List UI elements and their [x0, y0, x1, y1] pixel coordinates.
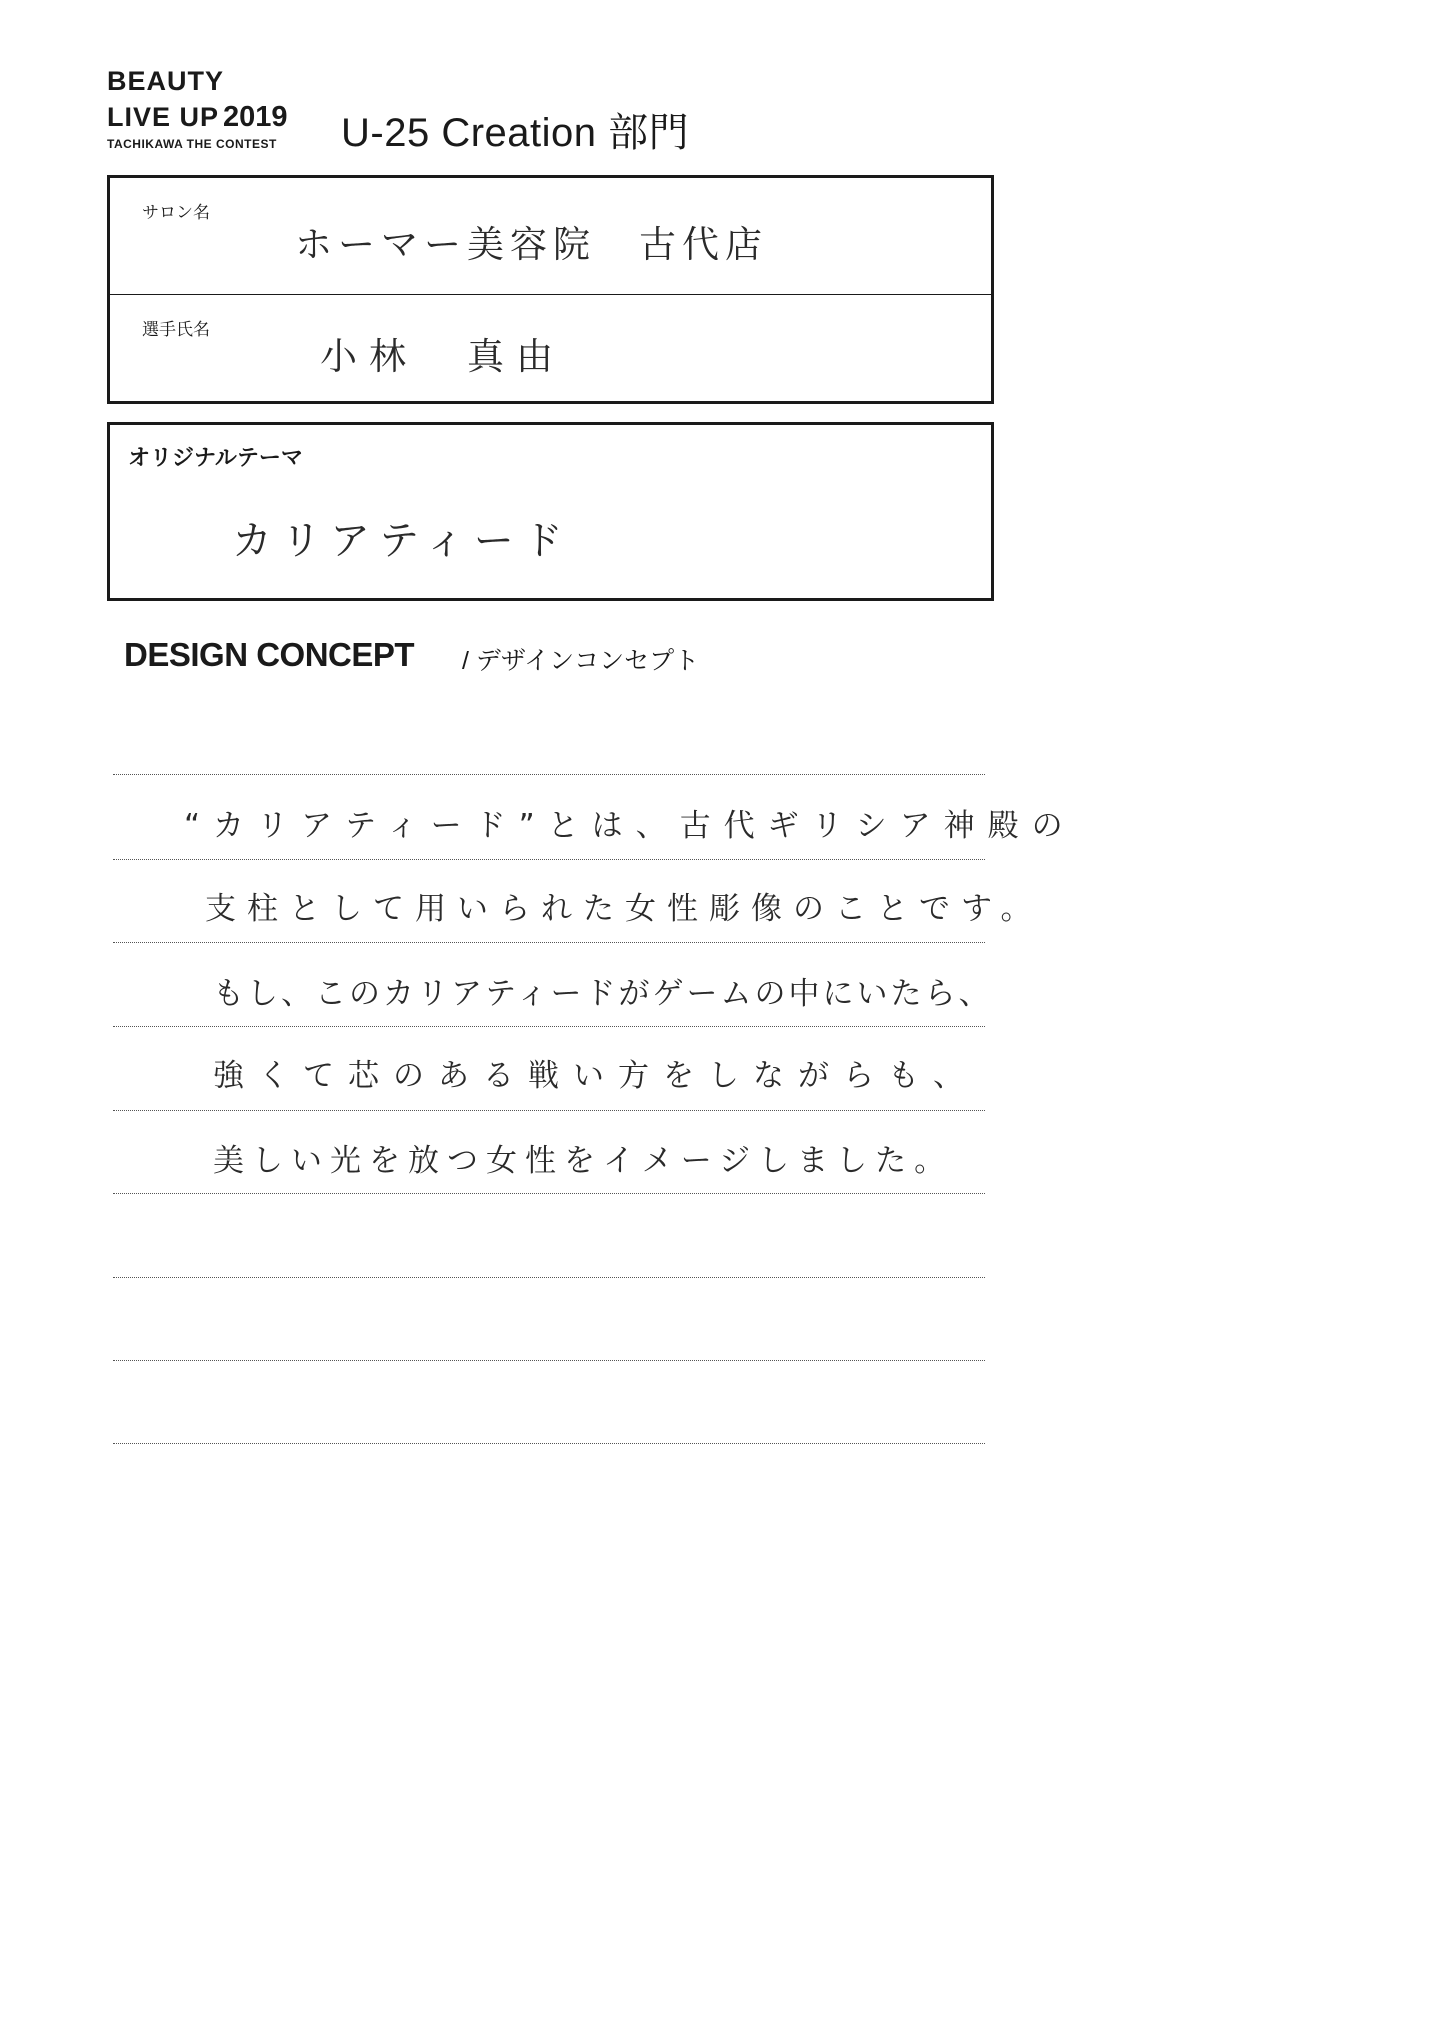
salon-value: ホーマー美容院 古代店	[295, 223, 768, 266]
writing-line	[113, 859, 985, 860]
writing-line	[113, 1110, 985, 1111]
concept-line-2: 支柱として用いられた女性彫像のことです。	[205, 891, 1043, 927]
logo-line-liveup	[107, 103, 288, 132]
logo-liveup-text: LIVE UP	[107, 102, 220, 132]
writing-line	[113, 774, 985, 775]
writing-line	[113, 1277, 985, 1278]
writing-line	[113, 1443, 985, 1444]
name-label: 選手氏名	[142, 320, 210, 339]
design-concept-subtitle: / デザインコンセプト	[462, 647, 700, 675]
logo-line-tachikawa: TACHIKAWA THE CONTEST	[107, 137, 277, 151]
contest-logo	[107, 68, 288, 150]
writing-line	[113, 1193, 985, 1194]
division-title: U-25 Creation 部門	[341, 111, 690, 155]
logo-year: 2019	[223, 101, 288, 133]
salon-label: サロン名	[142, 203, 210, 222]
writing-line	[113, 1360, 985, 1361]
theme-box	[107, 422, 994, 601]
logo-line-beauty: BEAUTY	[107, 66, 225, 96]
name-value: 小林 真由	[320, 335, 565, 378]
design-concept-title: DESIGN CONCEPT	[124, 636, 415, 673]
writing-line	[113, 1026, 985, 1027]
concept-line-1: “カリアティード”とは、古代ギリシア神殿の	[184, 808, 1076, 844]
theme-label: オリジナルテーマ	[128, 445, 303, 470]
entry-box	[107, 175, 994, 404]
theme-value: カリアティード	[232, 518, 572, 564]
concept-line-5: 美しい光を放つ女性をイメージしました。	[213, 1143, 954, 1179]
concept-line-4: 強くて芯のある戦い方をしながらも、	[213, 1058, 978, 1094]
entry-divider	[110, 294, 991, 295]
concept-line-3: もし、このカリアティードがゲームの中にいたら、	[213, 976, 993, 1012]
writing-line	[113, 942, 985, 943]
